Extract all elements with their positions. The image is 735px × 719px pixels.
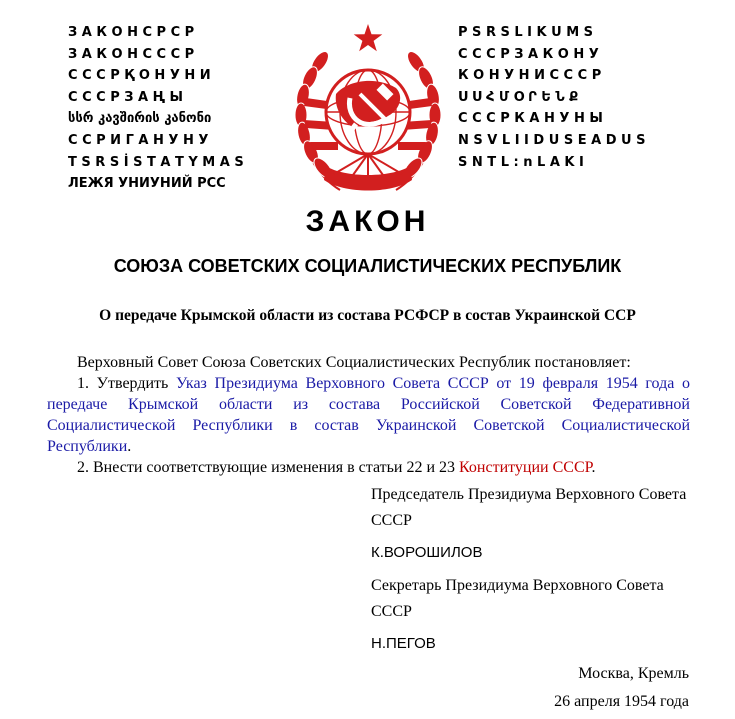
- preamble: Верховный Совет Союза Советских Социалистических Республик постановляет:: [77, 354, 631, 371]
- document-subtitle: СОЮЗА СОВЕТСКИХ СОЦИАЛИСТИЧЕСКИХ РЕСПУБЛИК: [113, 256, 622, 276]
- header-left-line: T S R S İ S T A T Y M A S: [68, 154, 244, 170]
- document-title: ЗАКОН: [305, 205, 430, 238]
- constitution-link[interactable]: Конституции СССР: [459, 459, 592, 476]
- article-2: [47, 457, 690, 478]
- header-right-line: Ս Ս Հ Մ Օ Ր Ե Ն Ք: [458, 89, 579, 105]
- header-left-line: С С Р И Г А Н У Н У: [68, 132, 209, 148]
- header-left-line: С С С Р З А Ң Ы: [68, 89, 184, 105]
- header-right-line: P S R S L I K U M S: [458, 25, 594, 40]
- header-left-line: З А К О Н С С С Р: [68, 46, 195, 62]
- header-left-line: სსრ კავშირის კანონი: [68, 111, 212, 127]
- law-body: [47, 352, 690, 478]
- header-left-line: З А К О Н С Р С Р: [68, 25, 195, 40]
- header-left-line: С С С Р Қ О Н У Н И: [68, 68, 211, 84]
- header-right-line: С С С Р З А К О Н У: [458, 46, 599, 62]
- header-left-line: ЛЕЖЯ УНИУНИЙ РСС: [68, 176, 226, 192]
- chair-title: Председатель Президиума Верховного Совета СССР: [371, 486, 687, 529]
- place-date: 26 апреля 1954 года: [554, 693, 689, 710]
- article-1: [47, 373, 690, 457]
- decree-link[interactable]: Указ Президиума Верховного Совета СССР от 19 февраля 1954 года о передаче Крымской области из состава Российской Советской Федеративной Социалистической Республики в состав Украинской Советской Социалистической Республики: [47, 375, 690, 455]
- header-right-line: С С С Р К А Н У Н Ы: [458, 111, 603, 127]
- header-right-line: К О Н У Н И С С С Р: [458, 68, 602, 84]
- law-name: О передаче Крымской области из состава РСФСР в состав Украинской ССР: [99, 307, 636, 324]
- article-1-suffix: .: [127, 438, 132, 455]
- header-right-column: [458, 22, 673, 173]
- article-2-prefix: 2. Внести соответствующие изменения в статьи 22 и 23: [77, 459, 460, 476]
- ussr-emblem-icon: [284, 14, 452, 202]
- header-right-line: N S V L I I D U S E A D U S: [458, 132, 646, 148]
- place-city: Москва, Кремль: [578, 665, 689, 682]
- header-right-line: S N T L : n L A K I: [458, 154, 584, 170]
- secretary-title: Секретарь Президиума Верховного Совета СССР: [371, 577, 664, 620]
- chair-name: К.ВОРОШИЛОВ: [371, 544, 483, 561]
- article-1-prefix: 1. Утвердить: [77, 375, 176, 392]
- secretary-name: Н.ПЕГОВ: [371, 635, 436, 652]
- ussr-emblem: [284, 14, 452, 202]
- header-left-column: [68, 22, 283, 195]
- article-2-suffix: .: [591, 459, 596, 476]
